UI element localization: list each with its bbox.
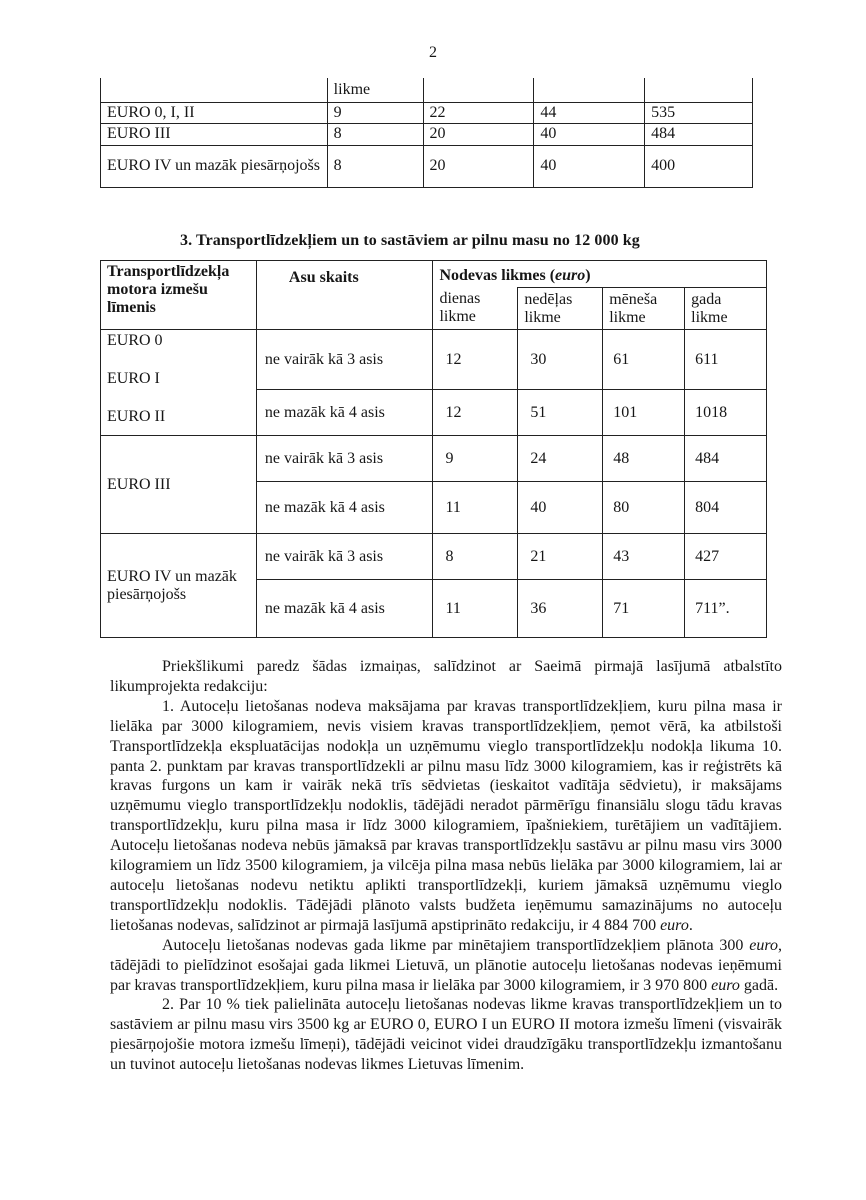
table-cell: ne mazāk kā 4 asis [256,390,433,436]
body-text [110,657,782,1075]
table-cell: 484 [645,123,753,145]
level-group-euro4: EURO IV un mazāk piesārņojošs [101,534,257,638]
table-cell: 61 [603,330,685,390]
table-cell: 40 [534,123,645,145]
table-cell: 51 [518,390,603,436]
table-cell: 427 [685,534,767,580]
table-cell: 20 [423,123,534,145]
table-cell: 484 [685,436,767,482]
paragraph-2-text-b: , tādējādi to pielīdzinot esošajai gada likmei Lietuvā, un plānotie autoceļu lietošanas nodevas ieņēmumi par kravas transportlīdzekļiem, kuru pilna masa ir lielāka par 3000 kilogramiem, ir 3 970 800 [110,936,782,994]
table-cell: 22 [423,102,534,123]
table-cell: EURO IV un mazāk piesārņojošs [101,145,328,187]
paragraph-2-text-c: gadā. [739,976,779,994]
currency-unit: euro [660,916,689,934]
paragraph-3: 2. Par 10 % tiek palielināta autoceļu lietošanas nodevas likme kravas transportlīdzekļiem un to sastāviem ar pilnu masu virs 3500 kg ar EURO 0, EURO I un EURO II motora izmešu līmeni (visvairāk piesārņojošie motora izmešu līmeņi), tādējādi veicinot videi draudzīgāku transportlīdzekļu izmantošanu un tuvinot autoceļu lietošanas nodevas likmes Lietuvas līmenim. [110,996,782,1074]
table-row [101,534,767,580]
table-cell: 48 [603,436,685,482]
paragraph-1-text: 1. Autoceļu lietošanas nodeva maksājama par kravas transportlīdzekļiem, kuru pilna masa ir lielāka par 3000 kilogramiem, nevis visiem kravas transportlīdzekļiem, ņemot vērā, ka atbilstoši Transportlīdzekļa ekspluatācijas nodokļa un uzņēmumu vieglo transportlīdzekļu nodokļa likuma 10. panta 2. punktam par kravas transportlīdzekli ar pilnu masu līdz 3000 kilogramiem, kas ir reģistrēts kā kravas furgons un kam ir vairāk nekā trīs sēdvietas (ieskaitot vadītāja sēdvietu), ir maksājams uzņēmumu vieglo transportlīdzekļu nodoklis, tādējādi neradot pārmērīgu finansiālu slogu tādu kravas transportlīdzekļu, kuru pilna masa ir līdz 3000 kilogramiem, īpašniekiem, turētājiem un vadītājiem. Autoceļu lietošanas nodeva nebūs jāmaksā par kravas transportlīdzekļu sastāvu ar pilnu masu virs 3000 kilogramiem un līdz 3500 kilogramiem, ja vilcēja pilna masa nebūs lielāka par 3000 kilogramiem, lai ar autoceļu lietošanas nodevu netiktu aplikti transportlīdzekļi, kuriem jāmaksā uzņēmumu vieglo transportlīdzekļu nodoklis. Tādējādi plānoto valsts budžeta ieņēmumu samazinājums no autoceļu lietošanas nodevas, salīdzinot ar pirmajā lasījumā apstiprināto redakciju, ir 4 884 700 [110,697,782,934]
table-header-row [101,261,767,288]
table-cell: EURO III [101,123,328,145]
header-axes: Asu skaits [256,261,433,330]
paragraph-1 [110,697,782,936]
table-cell: 611 [685,330,767,390]
table-row [101,102,753,123]
level-group-euro0-2 [101,330,257,436]
currency-unit: euro [749,936,778,954]
subheader-year: gada likme [685,288,767,330]
table-row [101,78,753,102]
table-cell: 71 [603,580,685,638]
header-rates [433,261,767,288]
table-row [101,436,767,482]
paragraph-2-text-a: Autoceļu lietošanas nodevas gada likme par minētajiem transportlīdzekļiem plānota 300 [162,936,750,954]
level-group-euro3: EURO III [101,436,257,534]
table-cell: 101 [603,390,685,436]
table-cell: ne mazāk kā 4 asis [256,482,433,534]
subheader-week: nedēļas likme [518,288,603,330]
table-cell: 8 [327,145,423,187]
table-cell: 20 [423,145,534,187]
level-label: EURO II [107,408,166,425]
table-cell: EURO 0, I, II [101,102,328,123]
rates-table-continued [100,78,753,188]
table-cell: 8 [433,534,518,580]
table-row [101,123,753,145]
page-number: 2 [429,44,437,61]
table-cell: 9 [433,436,518,482]
table-cell: 11 [433,580,518,638]
table-cell: ne vairāk kā 3 asis [256,436,433,482]
table-cell: 21 [518,534,603,580]
table-cell: 40 [518,482,603,534]
table-cell: 8 [327,123,423,145]
table-cell: ne vairāk kā 3 asis [256,534,433,580]
table-cell: 36 [518,580,603,638]
table-cell: 11 [433,482,518,534]
table-cell: 44 [534,102,645,123]
table-cell: 535 [645,102,753,123]
table-cell: 12 [433,390,518,436]
subheader-day: dienas likme [433,288,518,330]
table-cell: ne mazāk kā 4 asis [256,580,433,638]
section-title: 3. Transportlīdzekļiem un to sastāviem ar pilnu masu no 12 000 kg [180,232,640,249]
table-cell: 711”. [685,580,767,638]
level-label: EURO 0 [107,332,163,349]
table-cell: 40 [534,145,645,187]
table-cell: 30 [518,330,603,390]
table-cell: 1018 [685,390,767,436]
table-header-fragment: likme [327,78,423,102]
header-level: Transportlīdzekļa motora izmešu līmenis [101,261,257,330]
table-cell: ne vairāk kā 3 asis [256,330,433,390]
table-row [101,330,767,390]
header-rates-suffix: ) [585,267,591,284]
paragraph-2 [110,936,782,996]
table-cell: 24 [518,436,603,482]
paragraph-1-end: . [688,916,693,934]
level-label: EURO I [107,370,160,387]
table-row [101,145,753,187]
header-rates-unit: euro [555,267,586,284]
paragraph-intro: Priekšlikumi paredz šādas izmaiņas, salīdzinot ar Saeimā pirmajā lasījumā atbalstīto likumprojekta redakciju: [110,658,782,695]
currency-unit: euro [711,976,740,994]
table-cell: 9 [327,102,423,123]
table-cell: 80 [603,482,685,534]
table-cell: 12 [433,330,518,390]
rates-table-12000kg [100,260,767,638]
table-cell: 400 [645,145,753,187]
table-cell: 43 [603,534,685,580]
table-cell: 804 [685,482,767,534]
header-rates-prefix: Nodevas likmes ( [439,267,556,284]
subheader-month: mēneša likme [603,288,685,330]
